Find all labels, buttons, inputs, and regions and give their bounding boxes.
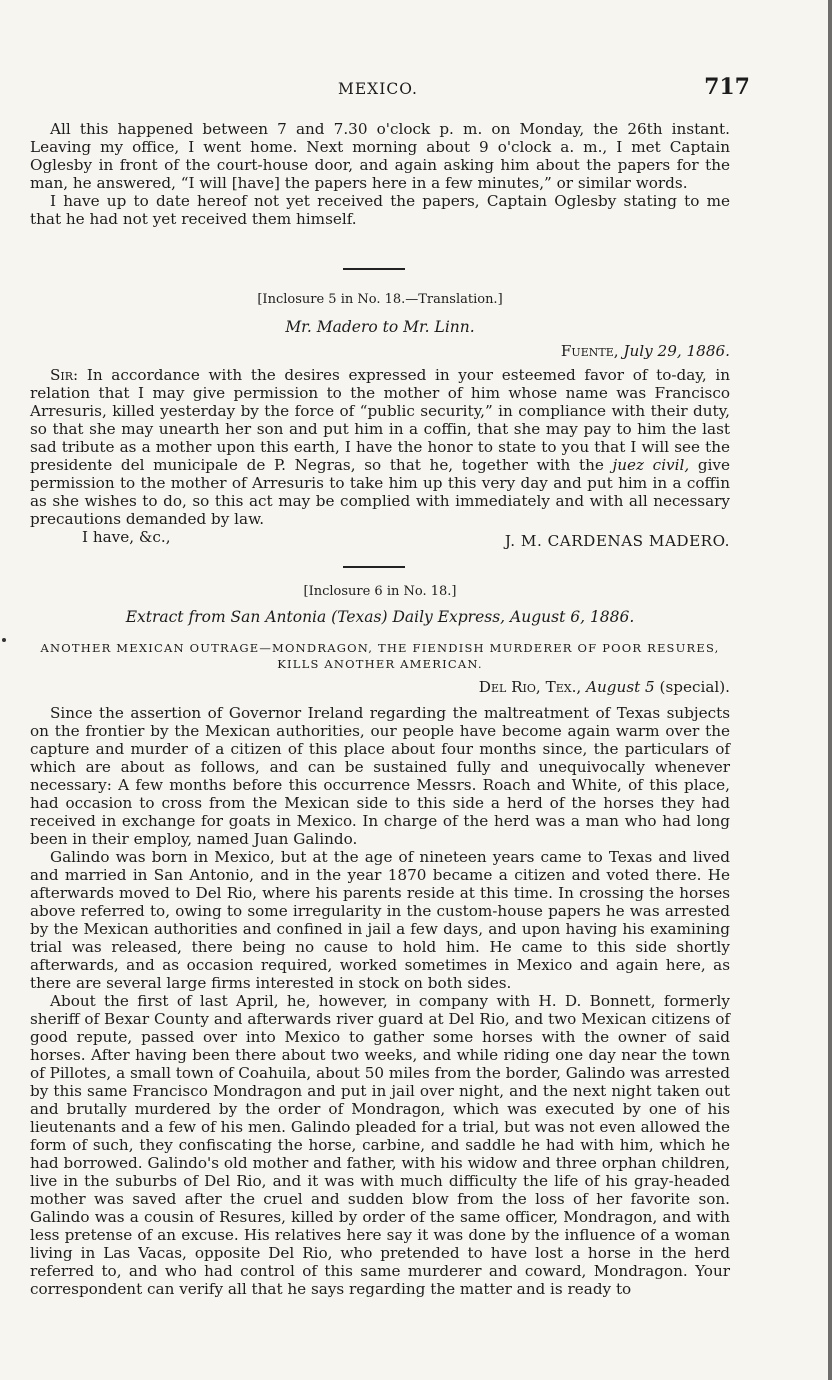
letter-body — [30, 366, 730, 528]
letter-signoff — [30, 528, 730, 550]
running-head: MEXICO. — [338, 80, 418, 98]
page-edge — [828, 0, 832, 1380]
article-dateline — [30, 678, 730, 704]
letter-signature: J. M. CARDENAS MADERO. — [504, 532, 730, 550]
opening-paragraph-1: All this happened between 7 and 7.30 o'clock p. m. on Monday, the 26th instant. Leaving my office, I went home. Next morning about 9 o'clock a. m., I met Captain Oglesby in front of the court-house door, and again asking him about the papers for the man, he answered, “I will [have] the papers here in a few minutes,” or similar words. — [30, 120, 730, 192]
inclosure-5 — [30, 292, 730, 550]
article-dateline-note: (special). — [659, 678, 730, 696]
article-paragraph-2: Galindo was born in Mexico, but at the age of nineteen years came to Texas and lived and married in San Antonio, and in the year 1870 became a citizen and voted there. He afterwards moved to Del Rio, where his parents reside at this time. In crossing the horses above referred to, owing to some irregularity in the custom-house papers he was arrested by the Mexican authorities and confined in jail a few days, and upon having his examining trial was released, there being no cause to hold him. He came to this side shortly afterwards, and as occasion required, worked sometimes in Mexico and again here, as there are several large firms interested in stock on both sides. — [30, 848, 730, 992]
section-divider — [343, 268, 405, 270]
letter-salutation: Sir: — [50, 366, 79, 384]
dateline-place: Fuente, — [560, 342, 619, 360]
article-dateline-date: August 5 — [586, 678, 655, 696]
dateline-date: July 29, 1886. — [623, 342, 730, 360]
inclosure-6-label: [Inclosure 6 in No. 18.] — [303, 584, 457, 599]
letter-closing: I have, &c., — [82, 528, 171, 546]
opening-section — [30, 120, 730, 228]
letter-title: Mr. Madero to Mr. Linn. — [285, 318, 475, 336]
page-header — [30, 74, 750, 104]
margin-mark — [2, 638, 6, 642]
section-divider — [343, 566, 405, 568]
inclosure-6 — [30, 584, 730, 1298]
article-paragraph-1: Since the assertion of Governor Ireland regarding the maltreatment of Texas subjects on the frontier by the Mexican authorities, our people have become again warm over the capture and murder of a citizen of this place about four months since, the particulars of which are about as follows, and can be sustained fully and unequivocally whenever necessary: A few months before this occurrence Messrs. Roach and White, of this place, had occasion to cross from the Mexican side to this side a herd of the horses they had received in exchange for goats in Mexico. In charge of the herd was a man who had long been in their employ, named Juan Galindo. — [30, 704, 730, 848]
letter-body-end: give permission to the mother of Arresuris to take him up this very day and put him in a coffin as she wishes to do, so this act may be complied with immediately and with all necessary precautions demanded by law. — [30, 456, 730, 528]
opening-paragraph-2: I have up to date hereof not yet received the papers, Captain Oglesby stating to me that he had not yet received them himself. — [30, 192, 730, 228]
page-number: 717 — [704, 74, 750, 100]
article-headline: ANOTHER MEXICAN OUTRAGE—MONDRAGON, THE FIENDISH MURDERER OF POOR RESURES, KILLS ANOTHER AMERICAN. — [40, 641, 720, 671]
letter-body-italic: juez civil, — [612, 456, 690, 474]
letter-dateline — [30, 342, 730, 366]
inclosure-5-label: [Inclosure 5 in No. 18.—Translation.] — [257, 292, 503, 307]
extract-source: Extract from San Antonia (Texas) Daily Express, August 6, 1886. — [125, 608, 635, 626]
article-paragraph-3: About the first of last April, he, however, in company with H. D. Bonnett, formerly sheriff of Bexar County and afterwards river guard at Del Rio, and two Mexican citizens of good repute, passed over into Mexico to gather some horses with the owner of said horses. After having been there about two weeks, and while riding one day near the town of Pillotes, a small town of Coahuila, about 50 miles from the border, Galindo was arrested by this same Francisco Mondragon and put in jail over night, and the next night taken out and brutally murdered by the order of Mondragon, which was executed by one of his lieutenants and a few of his men. Galindo pleaded for a trial, but was not even allowed the form of such, they confiscating the horse, carbine, and saddle he had with him, which he had borrowed. Galindo's old mother and father, with his widow and three orphan children, live in the suburbs of Del Rio, and it was with much difficulty the life of his gray-headed mother was saved after the cruel and sudden blow from the loss of her favorite son. Galindo was a cousin of Resures, killed by order of the same officer, Mondragon, and with less pretense of an excuse. His relatives here say it was done by the influence of a woman living in Las Vacas, opposite Del Rio, who pretended to have lost a horse in the herd referred to, and who had control of this same murderer and coward, Mondragon. Your correspondent can verify all that he says regarding the matter and is ready to — [30, 992, 730, 1298]
article-dateline-place: Del Rio, Tex., — [478, 678, 582, 696]
letter-body-text: In accordance with the desires expressed in your esteemed favor of to-day, in relation that I may give permission to the mother of him whose name was Francisco Arresuris, killed yesterday by the force of “public security,” in compliance with their duty, so that she may unearth her son and put him in a coffin, that she may pay to him the last sad tribute as a mother upon this earth, I have the honor to state to you that I will see the presidente del municipale de P. Negras, so that he, together with the — [30, 366, 730, 474]
